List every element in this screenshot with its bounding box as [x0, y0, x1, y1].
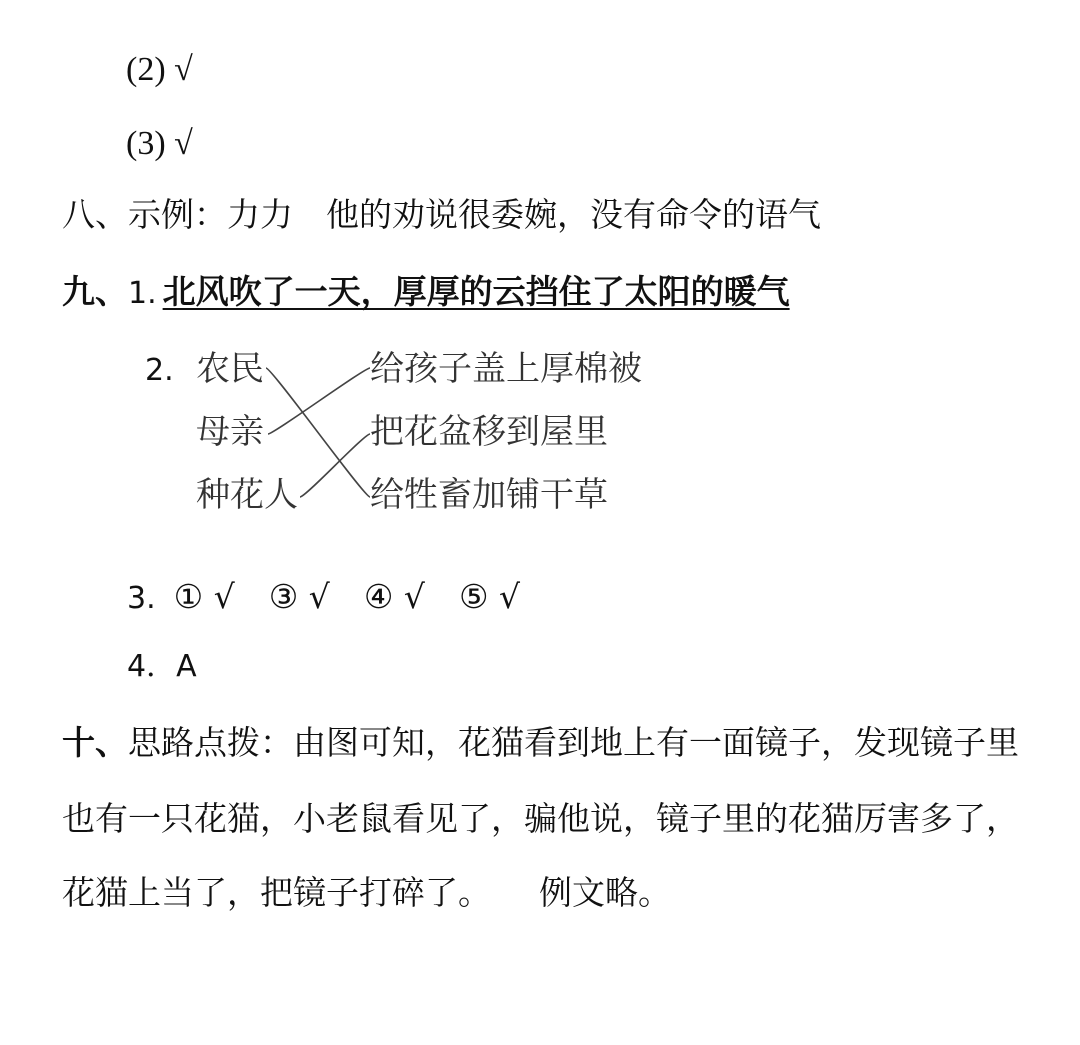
match-right-3: 给牲畜加铺干草 — [370, 475, 608, 515]
section-9-q3-number: 3. — [127, 581, 156, 616]
match-right-1: 给孩子盖上厚棉被 — [370, 349, 642, 389]
section-10-line-2: 也有一只花猫，小老鼠看见了，骗他说，镜子里的花猫厉害多了， — [62, 799, 1019, 838]
match-left-3: 种花人 — [196, 475, 298, 515]
q3-choice-1: ① √ — [173, 577, 235, 616]
section-9-q4-answer: A — [176, 649, 197, 684]
match-line-3 — [300, 434, 370, 497]
section-10-line-1 — [62, 723, 1019, 762]
section-9-q4 — [127, 649, 197, 684]
section-9-number: 九、 — [62, 272, 128, 311]
match-line-2 — [268, 368, 370, 434]
match-left-1: 农民 — [196, 349, 264, 389]
section-10-example-omitted: 例文略。 — [539, 873, 671, 912]
section-8-number: 八、 — [62, 195, 128, 234]
section-10-number: 十、 — [62, 723, 128, 762]
answer-item-3: (3) √ — [126, 125, 193, 162]
section-9-q3 — [127, 577, 521, 616]
match-right-2: 把花盆移到屋里 — [370, 412, 608, 452]
q3-choice-5: ⑤ √ — [458, 577, 521, 616]
section-9-q4-number: 4． — [127, 649, 177, 684]
q3-choice-3: ③ √ — [268, 577, 330, 616]
match-line-1 — [266, 368, 370, 497]
section-10-line-3 — [62, 873, 671, 912]
q3-choice-4: ④ √ — [363, 577, 425, 616]
section-9-q2-number: 2. — [145, 353, 174, 388]
section-9-q1-number: 1. — [128, 276, 157, 311]
section-10-text-3: 花猫上当了，把镜子打碎了。 — [62, 873, 491, 912]
section-10-text-1: 思路点拨：由图可知，花猫看到地上有一面镜子，发现镜子里 — [128, 723, 1019, 762]
section-9-q1-answer: 北风吹了一天，厚厚的云挡住了太阳的暖气 — [162, 272, 790, 311]
answer-item-2: (2) √ — [126, 51, 193, 88]
section-8-text: 示例：力力 他的劝说很委婉，没有命令的语气 — [128, 195, 821, 234]
match-left-2: 母亲 — [196, 412, 264, 452]
